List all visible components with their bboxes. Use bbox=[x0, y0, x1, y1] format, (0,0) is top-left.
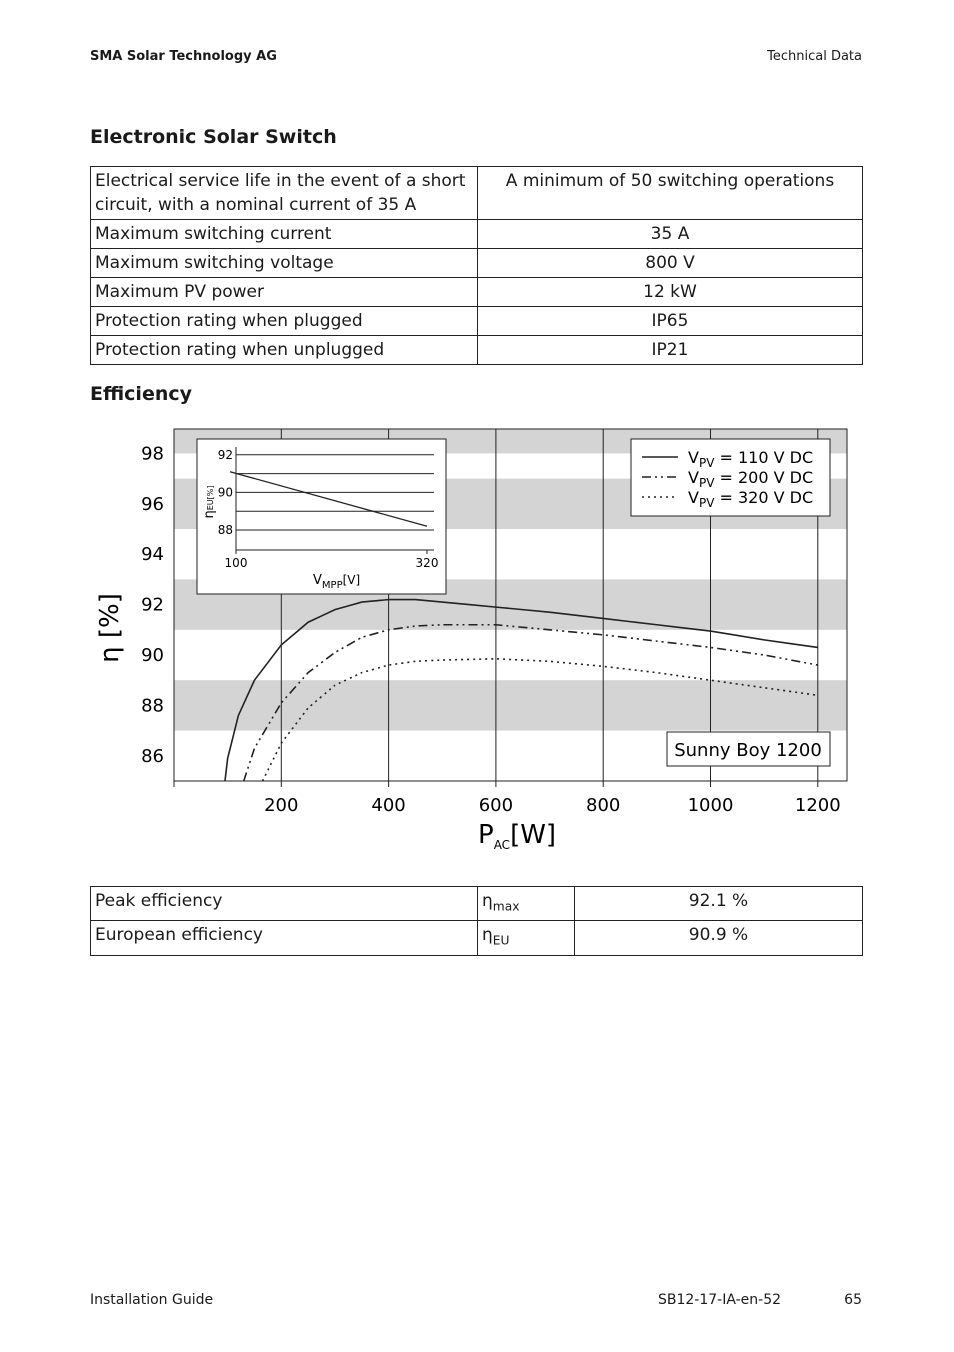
eff-symbol-sub: max bbox=[492, 899, 520, 914]
efficiency-heading: Efficiency bbox=[90, 383, 193, 405]
ess-label: Maximum switching current bbox=[91, 220, 478, 249]
ess-value: 800 V bbox=[478, 249, 863, 278]
legend-entry-suffix: = 320 V DC bbox=[714, 488, 814, 507]
eff-symbol-main: η bbox=[482, 891, 493, 911]
grid-band bbox=[174, 680, 847, 730]
ess-label: Electrical service life in the event of a short circuit, with a nominal current of 35 A bbox=[91, 167, 478, 220]
x-axis-label-sub: AC bbox=[493, 838, 511, 852]
inset-y-label-main: η bbox=[202, 510, 217, 519]
ess-value: 12 kW bbox=[478, 278, 863, 307]
y-tick-labels bbox=[141, 443, 164, 766]
eff-symbol-sub: EU bbox=[492, 933, 510, 948]
inset-y-tick-label: 90 bbox=[217, 485, 233, 500]
x-axis-label-main: P bbox=[478, 820, 494, 850]
eff-symbol-main: η bbox=[482, 925, 493, 946]
inset-y-tick-label: 92 bbox=[217, 447, 233, 462]
table-row bbox=[91, 307, 863, 336]
efficiency-table bbox=[90, 886, 863, 956]
x-axis-label bbox=[478, 820, 556, 852]
header-company: SMA Solar Technology AG bbox=[90, 49, 277, 64]
table-row bbox=[91, 220, 863, 249]
y-tick-label: 86 bbox=[141, 745, 164, 767]
inset-y-label-sub: EU bbox=[206, 499, 215, 511]
ess-value: IP65 bbox=[478, 307, 863, 336]
legend-entry-suffix: = 200 V DC bbox=[714, 468, 814, 487]
eff-value: 90.9 % bbox=[575, 921, 863, 955]
ess-label: Maximum PV power bbox=[91, 278, 478, 307]
eff-label: Peak efficiency bbox=[91, 887, 478, 921]
y-tick-label: 88 bbox=[141, 695, 164, 717]
x-tick-label: 200 bbox=[264, 795, 299, 816]
ess-value: IP21 bbox=[478, 336, 863, 365]
footer-page-number: 65 bbox=[844, 1292, 862, 1308]
ess-table bbox=[90, 166, 863, 365]
ess-value: 35 A bbox=[478, 220, 863, 249]
x-tick-label: 800 bbox=[586, 795, 621, 816]
footer-guide: Installation Guide bbox=[90, 1292, 214, 1308]
x-tick-label: 400 bbox=[371, 795, 406, 816]
legend-entry-sub: PV bbox=[698, 456, 715, 470]
eff-symbol bbox=[478, 921, 575, 955]
ess-label: Maximum switching voltage bbox=[91, 249, 478, 278]
ess-label: Protection rating when unplugged bbox=[91, 336, 478, 365]
x-axis-label-unit: [W] bbox=[510, 820, 557, 850]
ess-value: A minimum of 50 switching operations bbox=[478, 167, 863, 220]
chart-annotation: Sunny Boy 1200 bbox=[674, 740, 822, 761]
y-axis-label: η [%] bbox=[95, 593, 125, 663]
ess-heading: Electronic Solar Switch bbox=[90, 126, 337, 148]
legend-entry-main: V bbox=[688, 448, 699, 467]
legend-entry-sub: PV bbox=[698, 476, 715, 490]
inset-x-label-main: V bbox=[313, 573, 322, 588]
table-row bbox=[91, 921, 863, 955]
efficiency-chart bbox=[90, 420, 863, 860]
x-tick-labels bbox=[174, 781, 841, 816]
footer-doc-id: SB12-17-IA-en-52 bbox=[658, 1292, 782, 1308]
y-tick-label: 96 bbox=[141, 493, 164, 515]
table-row bbox=[91, 336, 863, 365]
eff-symbol bbox=[478, 887, 575, 921]
header-section: Technical Data bbox=[767, 49, 862, 64]
inset-x-tick-label: 100 bbox=[224, 556, 248, 570]
legend-entry-main: V bbox=[688, 488, 699, 507]
x-tick-label: 1000 bbox=[687, 795, 734, 816]
inset-x-tick-label: 320 bbox=[415, 556, 439, 570]
x-tick-label: 1200 bbox=[794, 795, 841, 816]
eff-value: 92.1 % bbox=[575, 887, 863, 921]
table-row bbox=[91, 167, 863, 220]
table-row bbox=[91, 249, 863, 278]
inset-x-label-unit: [V] bbox=[342, 573, 361, 587]
y-tick-label: 92 bbox=[141, 594, 164, 616]
y-tick-label: 94 bbox=[141, 544, 164, 566]
eff-label: European efficiency bbox=[91, 921, 478, 955]
ess-label: Protection rating when plugged bbox=[91, 307, 478, 336]
legend-entry-main: V bbox=[688, 468, 699, 487]
y-tick-label: 90 bbox=[141, 645, 164, 666]
legend-entry-suffix: = 110 V DC bbox=[714, 448, 814, 467]
table-row bbox=[91, 887, 863, 921]
table-row bbox=[91, 278, 863, 307]
x-tick-label: 600 bbox=[478, 795, 514, 816]
y-tick-label: 98 bbox=[141, 443, 164, 465]
inset-x-label-sub: MPP bbox=[321, 580, 343, 591]
inset-y-label-unit: [%] bbox=[206, 485, 215, 500]
inset-y-tick-label: 88 bbox=[217, 523, 233, 537]
inset-frame bbox=[197, 439, 446, 594]
legend-entry-sub: PV bbox=[698, 496, 715, 510]
